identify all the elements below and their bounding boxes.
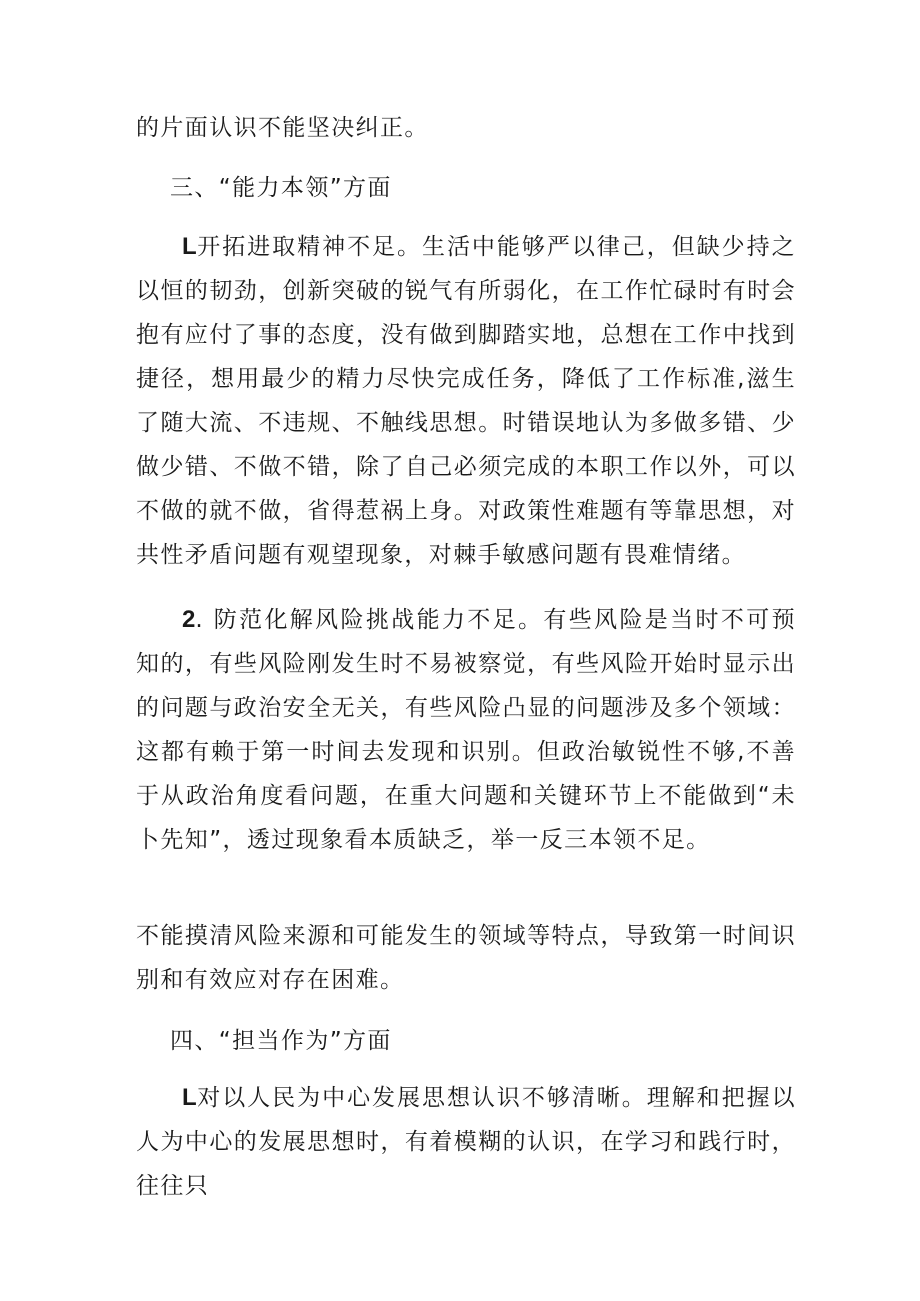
paragraph-continuation [136, 106, 796, 150]
section-heading-3 [170, 166, 830, 210]
heading-text: 三、“能力本领”方面 [170, 175, 392, 201]
list-item-4-1 [136, 1076, 796, 1208]
heading-text: 四、“担当作为”方面 [170, 1028, 392, 1054]
item-marker: L [182, 1084, 197, 1111]
paragraph-text: 的片面认识不能坚决纠正。 [136, 115, 429, 141]
section-heading-4 [170, 1019, 830, 1063]
paragraph-continuation-2 [136, 914, 796, 1002]
item-marker: 2 [182, 606, 196, 633]
list-item-3-2 [136, 598, 796, 862]
item-text: 对以人民为中心发展思想认识不够清晰。理解和把握以人为中心的发展思想时，有着模糊的认识，在学习和践行时，往往只 [136, 1085, 796, 1199]
item-text: . 防范化解风险挑战能力不足。有些风险是当时不可预知的，有些风险刚发生时不易被察觉，有些风险开始时显示出的问题与政治安全无关，有些风险凸显的问题涉及多个领域：这都有赖于第一时间去发现和识别。但政治敏锐性不够,不善于从政治角度看问题，在重大问题和关键环节上不能做到“未卜先知”，透过现象看本质缺乏，举一反三本领不足。 [136, 607, 796, 853]
paragraph-text: 不能摸清风险来源和可能发生的领域等特点，导致第一时间识别和有效应对存在困难。 [136, 923, 796, 993]
item-text: 开拓进取精神不足。生活中能够严以律己，但缺少持之以恒的韧劲，创新突破的锐气有所弱化，在工作忙碌时有时会抱有应付了事的态度，没有做到脚踏实地，总想在工作中找到捷径，想用最少的精力尽快完成任务，降低了工作标准,滋生了随大流、不违规、不触线思想。时错误地认为多做多错、少做少错、不做不错，除了自己必须完成的本职工作以外，可以不做的就不做，省得惹祸上身。对政策性难题有等靠思想，对共性矛盾问题有观望现象，对棘手敏感问题有畏难情绪。 [136, 234, 796, 568]
item-marker: L [182, 233, 197, 260]
list-item-3-1 [136, 225, 796, 577]
